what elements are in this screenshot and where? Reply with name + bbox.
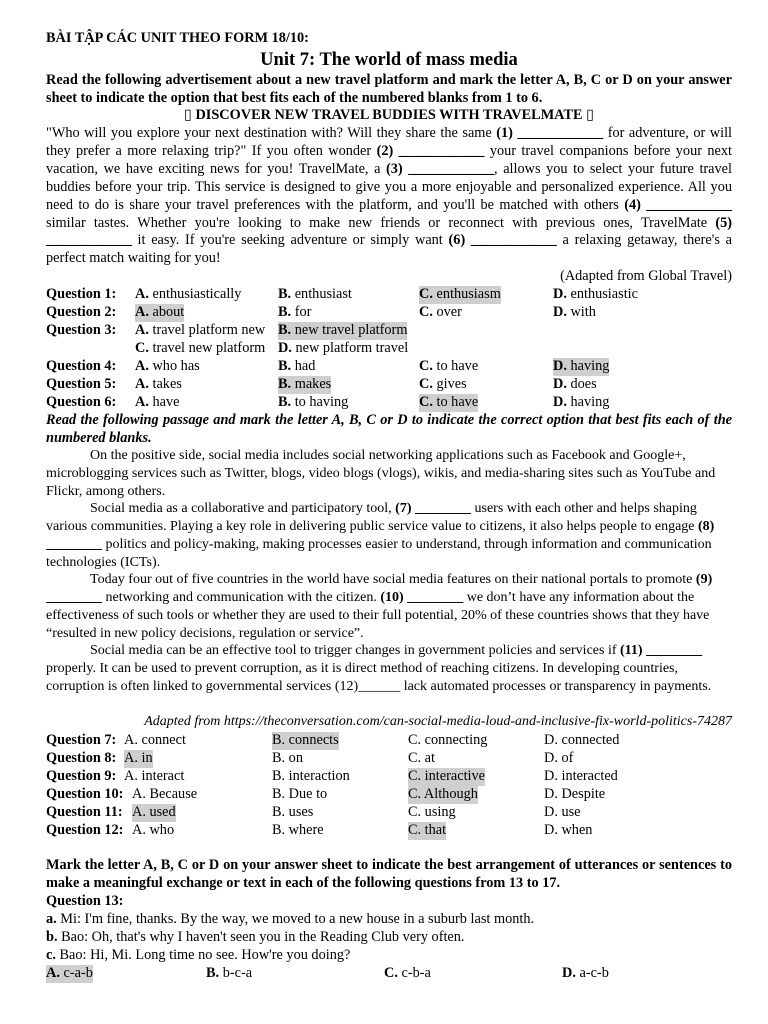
blank-number-3: (3)	[386, 160, 403, 177]
worksheet-header: BÀI TẬP CÁC UNIT THEO FORM 18/10:	[46, 30, 309, 46]
option[interactable]: A. interact	[124, 768, 185, 784]
blank-7: ________	[415, 501, 471, 516]
option[interactable]: A. who	[132, 822, 175, 838]
option[interactable]: C. gives	[419, 376, 467, 392]
blank-10: ________	[407, 589, 464, 605]
blank-number-2: (2)	[376, 142, 394, 159]
option-selected[interactable]: A. used	[132, 804, 176, 820]
utterance-a: a. Mi: I'm fine, thanks. By the way, we moved to a new house in a suburb last month.	[46, 911, 535, 927]
option[interactable]: A. who has	[135, 358, 200, 374]
question-row	[46, 804, 746, 822]
section3-instruction: Mark the letter A, B, C or D on your answer sheet to indicate the best arrangement of utterances or sentences to make a meaningful exchange or text in each of the following questions from 13 to 17.	[46, 857, 732, 891]
option[interactable]: C. over	[419, 304, 462, 320]
option[interactable]: A. takes	[135, 376, 182, 392]
option[interactable]: B. on	[272, 750, 303, 766]
passage-paragraph-3: Today four out of five countries in the world have social media features on their national portals to promote (9) ________ networking and communication with the citizen. (10) ________ we don’t have any information about the effectiveness of such tools or whether they are used to their full potential, 20% of these countries shows that they have “resulted in new policy decisions, regulation or service”.	[46, 572, 713, 641]
blank-6: ____________	[470, 232, 557, 249]
passage-paragraph-2: Social media as a collaborative and participatory tool, (7) ________ users with each other and helps shaping various communities. Playing a key role in delivering public service value to citizens, it also helps people to engage (8) ________ politics and policy-making, making processes easier to understand, through information and communication technologies (ICTs).	[46, 501, 715, 570]
option[interactable]: C. c-b-a	[384, 965, 431, 981]
option[interactable]: D. Despite	[544, 786, 606, 802]
option[interactable]: D. having	[553, 394, 610, 410]
option[interactable]: D. when	[544, 822, 593, 838]
option[interactable]: B. enthusiast	[278, 286, 352, 302]
question-label: Question 8:	[46, 750, 117, 766]
option[interactable]: C. using	[408, 804, 456, 820]
option[interactable]: B. for	[278, 304, 312, 320]
option[interactable]: B. uses	[272, 804, 314, 820]
option-selected[interactable]: A. c-a-b	[46, 965, 93, 981]
question-row	[46, 750, 746, 768]
question-label: Question 7:	[46, 732, 117, 748]
question-row	[46, 732, 746, 750]
blank-2: ____________	[398, 142, 485, 159]
passage-paragraph-1: On the positive side, social media includes social networking applications such as Facebook and Google+, microblogging services such as Twitter, blogs, video blogs (vlogs), wikis, and media-sharing sites such as YouTube and Flickr, among others.	[46, 448, 716, 499]
question-row	[46, 322, 746, 340]
blank-9: ________	[46, 589, 102, 605]
section1-instruction: Read the following advertisement about a new travel platform and mark the letter A, B, C or D on your answer sheet to indicate the option that best fits each of the numbered blanks from 1 to 6.	[46, 72, 732, 106]
blank-number-11: (11)	[620, 643, 643, 658]
blank-5: ____________	[46, 232, 132, 249]
question-row	[46, 304, 746, 322]
question-row	[46, 394, 746, 412]
option[interactable]: C. to have	[419, 358, 479, 374]
question-label: Question 5:	[46, 376, 117, 392]
option[interactable]: D. a-c-b	[562, 965, 609, 981]
option[interactable]: D. enthusiastic	[553, 286, 638, 302]
question-label: Question 6:	[46, 394, 117, 410]
section1-source: (Adapted from Global Travel)	[560, 268, 732, 284]
option-selected[interactable]: A. in	[124, 750, 153, 766]
utterance-c: c. Bao: Hi, Mi. Long time no see. How're you doing?	[46, 947, 351, 963]
question-row	[46, 376, 746, 394]
option[interactable]: D. use	[544, 804, 581, 820]
section2-source: Adapted from https://theconversation.com/can-social-media-loud-and-inclusive-fix-world-politics-74287	[144, 714, 732, 729]
option[interactable]: B. Due to	[272, 786, 328, 802]
question-row	[46, 965, 746, 983]
option[interactable]: C. travel new platform	[135, 340, 266, 356]
option[interactable]: A. connect	[124, 732, 186, 748]
option[interactable]: A. Because	[132, 786, 198, 802]
blank-11: ________	[646, 643, 703, 658]
question-row	[46, 340, 746, 358]
question-13-label: Question 13:	[46, 893, 124, 909]
question-label: Question 3:	[46, 322, 117, 338]
option-selected[interactable]: B. makes	[278, 376, 332, 392]
option-selected[interactable]: B. connects	[272, 732, 339, 748]
option[interactable]: C. connecting	[408, 732, 488, 748]
blank-number-7: (7)	[395, 501, 412, 516]
blank-number-10: (10)	[380, 589, 404, 605]
option-selected[interactable]: B. new travel platform	[278, 322, 408, 338]
option[interactable]: B. b-c-a	[206, 965, 253, 981]
question-label: Question 12:	[46, 822, 124, 838]
section2-instruction: Read the following passage and mark the letter A, B, C or D to indicate the correct option that best fits each of the numbered blanks.	[46, 412, 732, 446]
blank-number-6: (6)	[448, 232, 466, 249]
blank-8: ________	[46, 536, 102, 552]
question-label: Question 10:	[46, 786, 124, 802]
question-label: Question 2:	[46, 304, 117, 320]
option-selected[interactable]: C. interactive	[408, 768, 486, 784]
option[interactable]: B. interaction	[272, 768, 350, 784]
ad-title: ▯ DISCOVER NEW TRAVEL BUDDIES WITH TRAVELMATE ▯	[184, 107, 594, 123]
option[interactable]: B. to having	[278, 394, 349, 410]
option[interactable]: D. connected	[544, 732, 620, 748]
passage-paragraph-4: Social media can be an effective tool to trigger changes in government policies and services if (11) ________ properly. It can be used to prevent corruption, as it is direct method of reaching citizens. In developing countries, corruption is often linked to governmental services (12)______ lack automated processes or transparency in payments.	[46, 643, 712, 694]
blank-number-5: (5)	[715, 214, 732, 231]
option[interactable]: D. does	[553, 376, 597, 392]
question-row	[46, 822, 746, 840]
option-selected[interactable]: D. having	[553, 358, 610, 374]
question-label: Question 9:	[46, 768, 117, 784]
question-label: Question 1:	[46, 286, 117, 302]
option[interactable]: B. had	[278, 358, 316, 374]
blank-number-4: (4)	[624, 196, 641, 213]
option[interactable]: C. at	[408, 750, 436, 766]
option-selected[interactable]: C. Although	[408, 786, 478, 802]
option[interactable]: D. with	[553, 304, 596, 320]
question-label: Question 11:	[46, 804, 123, 820]
question-row	[46, 786, 746, 804]
question-row	[46, 358, 746, 376]
blank-4: ____________	[646, 196, 732, 213]
question-row	[46, 286, 746, 304]
question-label: Question 4:	[46, 358, 117, 374]
advertisement-passage: "Who will you explore your next destination with? Will they share the same (1) ____________ for adventure, or will they prefer a more relaxing trip?" If you often wonder (2) ____________ your travel companions before your next vacation, we have exciting news for you! TravelMate, a (3) ____________, allows you to select your future travel buddies before your trip. This service is designed to give you a more enjoyable and personalized experience. All you need to do is share your travel preferences with the platform, and you'll be matched with others (4) ____________ similar tastes. Whether you're looking to make new friends or reconnect with previous ones, TravelMate (5) ____________ it easy. If you're seeking adventure or simply want (6) ____________ a relaxing getaway, there's a perfect match waiting for you!	[46, 125, 733, 267]
unit-title: Unit 7: The world of mass media	[260, 50, 518, 70]
blank-3: ____________	[408, 160, 495, 177]
blank-number-8: (8)	[698, 518, 715, 534]
blank-1: ____________	[517, 125, 604, 141]
option[interactable]: D. interacted	[544, 768, 618, 784]
option[interactable]: A. enthusiastically	[135, 286, 242, 302]
utterance-b: b. Bao: Oh, that's why I haven't seen you in the Reading Club very often.	[46, 929, 465, 945]
option[interactable]: A. have	[135, 394, 180, 410]
option[interactable]: B. where	[272, 822, 324, 838]
option[interactable]: D. new platform travel	[278, 340, 409, 356]
option-selected[interactable]: A. about	[135, 304, 185, 320]
blank-12: ______	[358, 678, 401, 694]
option[interactable]: A. travel platform new	[135, 322, 266, 338]
blank-number-1: (1)	[496, 125, 513, 141]
option-selected[interactable]: C. enthusiasm	[419, 286, 501, 302]
option-selected[interactable]: C. to have	[419, 394, 479, 410]
blank-number-9: (9)	[695, 572, 713, 587]
option[interactable]: D. of	[544, 750, 574, 766]
question-row	[46, 768, 746, 786]
option-selected[interactable]: C. that	[408, 822, 447, 838]
